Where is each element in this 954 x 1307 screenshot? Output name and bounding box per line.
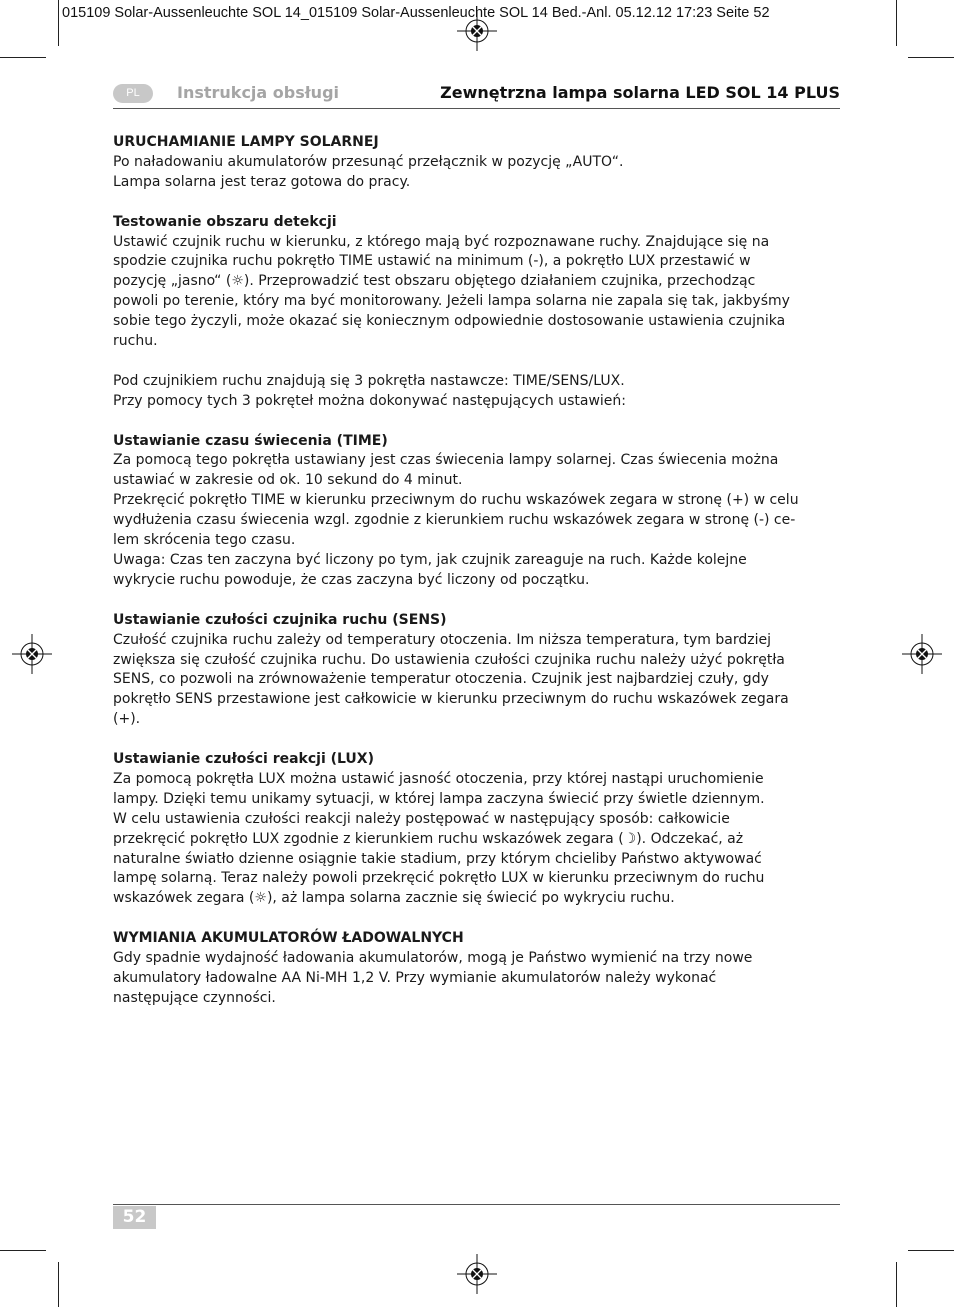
section-heading: WYMIANIA AKUMULATORÓW ŁADOWALNYCH <box>113 930 464 947</box>
page-header <box>113 82 840 109</box>
page-number-badge <box>113 1206 156 1229</box>
body-text-line: sobie tego życzyli, może okazać się koniecznym odpowiednie dostosowanie ustawienia czujnika <box>113 313 786 330</box>
body-text-line: Za pomocą tego pokrętła ustawiany jest czas świecenia lampy solarnej. Czas świecenia można <box>113 452 779 469</box>
section <box>113 213 845 352</box>
section <box>113 929 845 1009</box>
body-text-line: Ustawić czujnik ruchu w kierunku, z którego mają być rozpoznawane ruchy. Znajdujące się na <box>113 233 770 250</box>
section <box>113 372 845 412</box>
body-text-line: Przy pomocy tych 3 pokręteł można dokonywać następujących ustawień: <box>113 392 627 409</box>
section-spacer <box>113 193 845 213</box>
section-spacer <box>113 352 845 372</box>
body-text-line: W celu ustawienia czułości reakcji należy postępować w następujący sposób: całkowicie <box>113 810 730 827</box>
crop-mark <box>0 57 46 58</box>
body-text-line: pokrętło SENS przestawione jest całkowicie w kierunku przeciwnym do ruchu wskazówek zegara <box>113 691 789 708</box>
section <box>113 432 845 591</box>
section <box>113 611 845 730</box>
section-heading: URUCHAMIANIE LAMPY SOLARNEJ <box>113 134 379 150</box>
body-text-line: SENS, co pozwoli na zrównoważenie temperatur otoczenia. Czujnik jest najbardziej czuły, gdy <box>113 671 769 688</box>
section-title: Instrukcja obsługi <box>177 83 340 102</box>
registration-mark-icon <box>12 634 52 674</box>
footer-divider <box>113 1204 840 1205</box>
body-text-line: zwiększa się czułość czujnika ruchu. Do ustawienia czułości czujnika ruchu należy użyć pokrętła <box>113 651 785 668</box>
body-text-line: akumulatory ładowalne AA Ni-MH 1,2 V. Przy wymianie akumulatorów należy wykonać <box>113 969 717 986</box>
section-heading: Ustawianie czułości czujnika ruchu (SENS) <box>113 611 447 628</box>
crop-mark <box>58 0 59 46</box>
registration-mark-icon <box>457 11 497 51</box>
section-heading: Testowanie obszaru detekcji <box>113 213 337 230</box>
crop-mark <box>0 1250 46 1251</box>
body-text-line: Po naładowaniu akumulatorów przesunąć przełącznik w pozycję „AUTO“. <box>113 153 624 170</box>
crop-mark <box>908 57 954 58</box>
product-title: Zewnętrzna lampa solarna LED SOL 14 PLUS <box>440 83 840 102</box>
body-text-line: ruchu. <box>113 333 158 350</box>
body-text-line: ustawiać w zakresie od ok. 10 sekund do 4 minut. <box>113 472 463 489</box>
body-text-line: wskazówek zegara (☼), aż lampa solarna zacznie się świecić po wykryciu ruchu. <box>113 890 675 907</box>
crop-mark <box>908 1250 954 1251</box>
body-text-line: lampę solarną. Teraz należy powoli przekręcić pokrętło LUX w kierunku przeciwnym do ruchu <box>113 870 765 887</box>
body-text-line: Za pomocą pokrętła LUX można ustawić jasność otoczenia, przy której nastąpi uruchomienie <box>113 770 764 787</box>
body-text-line: lem skrócenia tego czasu. <box>113 532 296 549</box>
body-text-line: Lampa solarna jest teraz gotowa do pracy. <box>113 173 411 190</box>
body-text-line: naturalne światło dzienne osiągnie takie stadium, przy którym chcieliby Państwo aktywować <box>113 850 762 867</box>
page-body <box>113 133 845 1009</box>
body-text-line: Uwaga: Czas ten zaczyna być liczony po tym, jak czujnik zareaguje na ruch. Każde kolejne <box>113 551 747 568</box>
body-text-line: Gdy spadnie wydajność ładowania akumulatorów, mogą je Państwo wymienić na trzy nowe <box>113 950 753 967</box>
section-heading: Ustawianie czasu świecenia (TIME) <box>113 432 388 449</box>
section-spacer <box>113 909 845 929</box>
language-badge <box>113 84 153 103</box>
body-text-line: (+). <box>113 711 141 728</box>
body-text-line: wydłużenia czasu świecenia wzgl. zgodnie z kierunkiem ruchu wskazówek zegara w stronę (-) ce- <box>113 512 796 529</box>
print-slug: 015109 Solar-Aussenleuchte SOL 14_015109 Solar-Aussenleuchte SOL 14 Bed.-Anl. 05.12.12 17:23 Seite 52 <box>62 5 770 21</box>
registration-mark-icon <box>457 1254 497 1294</box>
body-text-line: spodzie czujnika ruchu pokrętło TIME ustawić na minimum (-), a pokrętło LUX przestawić w <box>113 253 751 270</box>
body-text-line: Przekręcić pokrętło TIME w kierunku przeciwnym do ruchu wskazówek zegara w stronę (+) w celu <box>113 492 799 509</box>
body-text-line: Czułość czujnika ruchu zależy od temperatury otoczenia. Im niższa temperatura, tym bardziej <box>113 631 771 648</box>
crop-mark <box>58 1262 59 1307</box>
crop-mark <box>896 1262 897 1307</box>
section <box>113 750 845 909</box>
body-text-line: powoli po terenie, który ma być monitorowany. Jeżeli lampa solarna nie zapala się tak, jakbyśmy <box>113 293 790 310</box>
language-code: PL <box>126 87 140 99</box>
body-text-line: przekręcić pokrętło LUX zgodnie z kierunkiem ruchu wskazówek zegara (☽). Odczekać, aż <box>113 830 744 847</box>
crop-mark <box>896 0 897 46</box>
body-text-line: Pod czujnikiem ruchu znajdują się 3 pokrętła nastawcze: TIME/SENS/LUX. <box>113 372 625 389</box>
body-text-line: wykrycie ruchu powoduje, że czas zaczyna być liczony od początku. <box>113 571 590 588</box>
body-text-line: lampy. Dzięki temu unikamy sytuacji, w której lampa zaczyna świecić przy świetle dziennym. <box>113 790 765 807</box>
section-spacer <box>113 412 845 432</box>
registration-mark-icon <box>902 634 942 674</box>
page-number: 52 <box>122 1207 147 1227</box>
section-spacer <box>113 591 845 611</box>
body-text-line: pozycję „jasno“ (☼). Przeprowadzić test obszaru objętego działaniem czujnika, przechodząc <box>113 273 756 290</box>
body-text-line: następujące czynności. <box>113 989 276 1006</box>
section-heading: Ustawianie czułości reakcji (LUX) <box>113 751 374 768</box>
section-spacer <box>113 730 845 750</box>
section <box>113 133 845 193</box>
